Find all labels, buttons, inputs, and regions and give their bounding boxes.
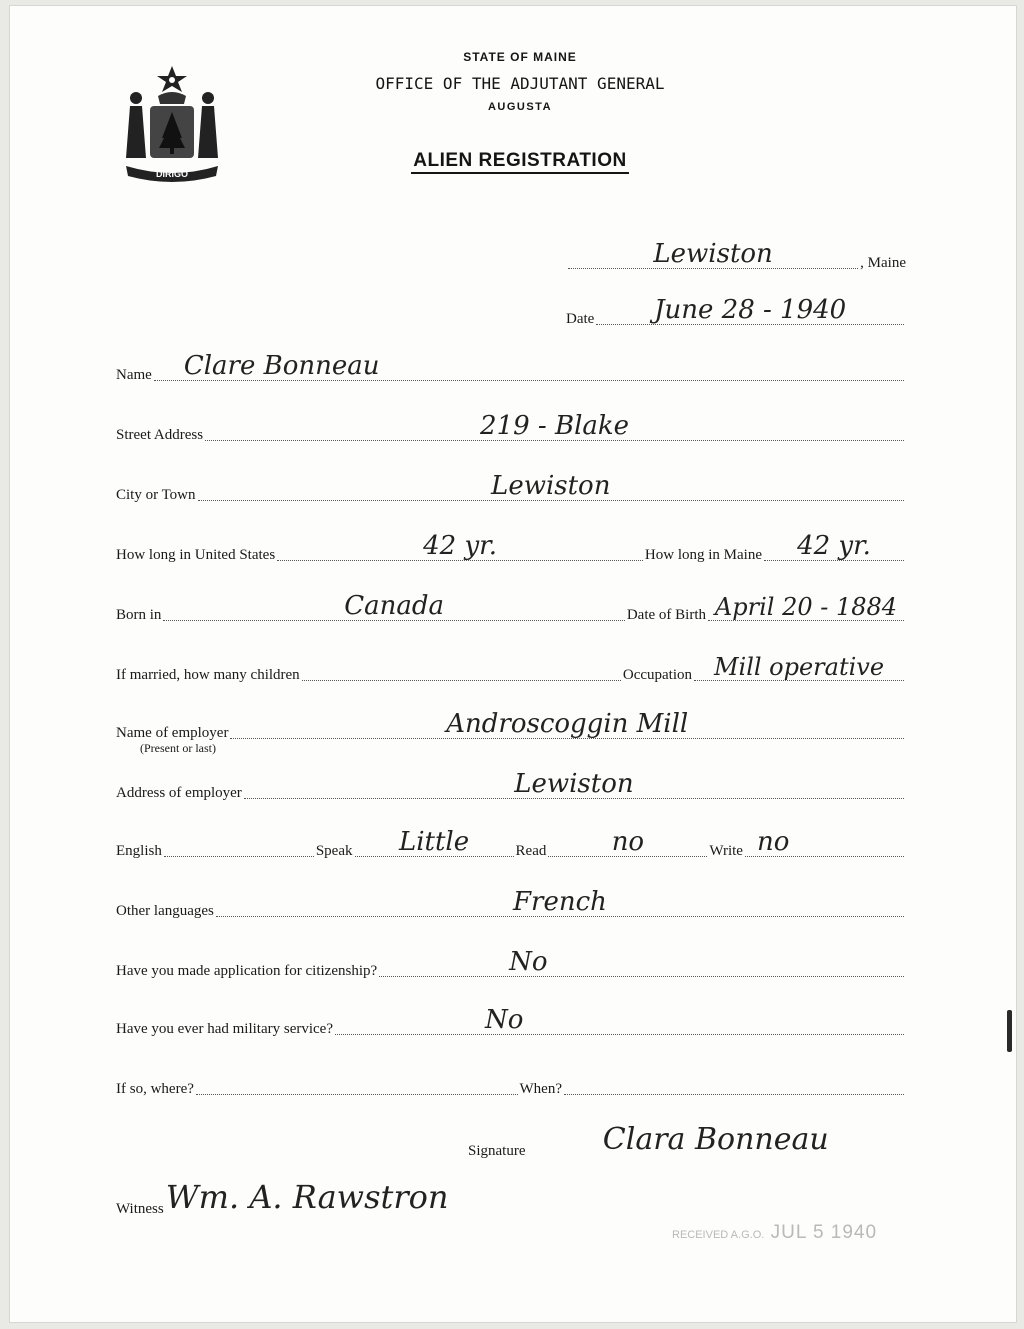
street-field[interactable]: 219 - Blake [205,422,904,441]
military-field[interactable]: No [335,1016,904,1035]
date-label: Date [566,311,595,327]
languages-row [116,887,906,920]
name-field[interactable]: Clare Bonneau [154,362,904,381]
street-label: Street Address [116,427,204,443]
name-label: Name [116,367,152,383]
service-where-row [116,1072,906,1098]
years-maine-field[interactable]: 42 yr. [764,542,904,561]
received-stamp: RECEIVED A.G.O. JUL 5 1940 [672,1222,878,1243]
dob-field[interactable]: April 20 - 1884 [708,602,904,621]
witness-field[interactable]: Wm. A. Rawstron [165,1178,449,1216]
english-spacer [164,838,314,857]
speak-label: Speak [315,843,353,859]
name-row [116,351,906,384]
town-field[interactable]: Lewiston [568,250,858,269]
languages-field[interactable]: French [216,898,904,917]
employer-address-label: Address of employer [116,785,242,801]
speak-field[interactable]: Little [355,838,514,857]
when-label: When? [519,1081,562,1097]
years-maine-label: How long in Maine [644,547,762,563]
employer-label: Name of employer [116,725,229,741]
street-row [116,411,906,444]
years-us-label: How long in United States [116,547,276,563]
occupation-field[interactable]: Mill operative [694,662,904,681]
location-row [566,239,906,272]
date-row [566,295,906,328]
city-heading: AUGUSTA [487,101,553,113]
city-label: City or Town [116,487,196,503]
years-us-field[interactable]: 42 yr. [277,542,643,561]
children-label: If married, how many children [116,667,300,683]
citizenship-field[interactable]: No [379,958,904,977]
where-field[interactable] [196,1076,518,1095]
children-row [116,653,906,684]
when-field[interactable] [564,1076,904,1095]
children-field[interactable] [302,662,621,681]
state-label: , Maine [860,255,906,271]
citizenship-row [116,947,906,980]
write-field[interactable]: no [745,838,904,857]
born-in-field[interactable]: Canada [163,602,624,621]
english-row [116,827,906,860]
city-row [116,471,906,504]
birth-row [116,591,906,624]
employer-field[interactable]: Androscoggin Mill [230,720,904,739]
read-label: Read [515,843,547,859]
signature-row [468,1122,906,1160]
military-label: Have you ever had military service? [116,1021,333,1037]
where-label: If so, where? [116,1081,194,1097]
dob-label: Date of Birth [626,607,706,623]
state-heading: STATE OF MAINE [463,50,577,64]
read-field[interactable]: no [548,838,707,857]
form-title: ALIEN REGISTRATION [310,150,730,172]
born-in-label: Born in [116,607,162,623]
military-row [116,1005,906,1038]
english-label: English [116,843,162,859]
occupation-label: Occupation [622,667,692,683]
employer-sublabel: (Present or last) [140,741,216,755]
state-seal-icon [118,62,226,186]
witness-label: Witness [116,1201,164,1217]
employer-row [116,709,906,742]
office-heading: OFFICE OF THE ADJUTANT GENERAL [375,74,665,93]
registration-form-page [10,6,1016,1322]
citizenship-label: Have you made application for citizenship? [116,963,378,979]
residence-row [116,531,906,564]
signature-label: Signature [468,1143,526,1159]
date-field[interactable]: June 28 - 1940 [596,306,904,325]
employer-address-field[interactable]: Lewiston [244,780,904,799]
languages-label: Other languages [116,903,214,919]
employer-address-row [116,769,906,802]
svg-text:DIRIGO: DIRIGO [155,169,189,179]
signature-field[interactable]: Clara Bonneau [602,1122,829,1157]
write-label: Write [709,843,743,859]
city-field[interactable]: Lewiston [198,482,904,501]
scan-mark [1007,1010,1012,1052]
witness-row [116,1178,546,1218]
